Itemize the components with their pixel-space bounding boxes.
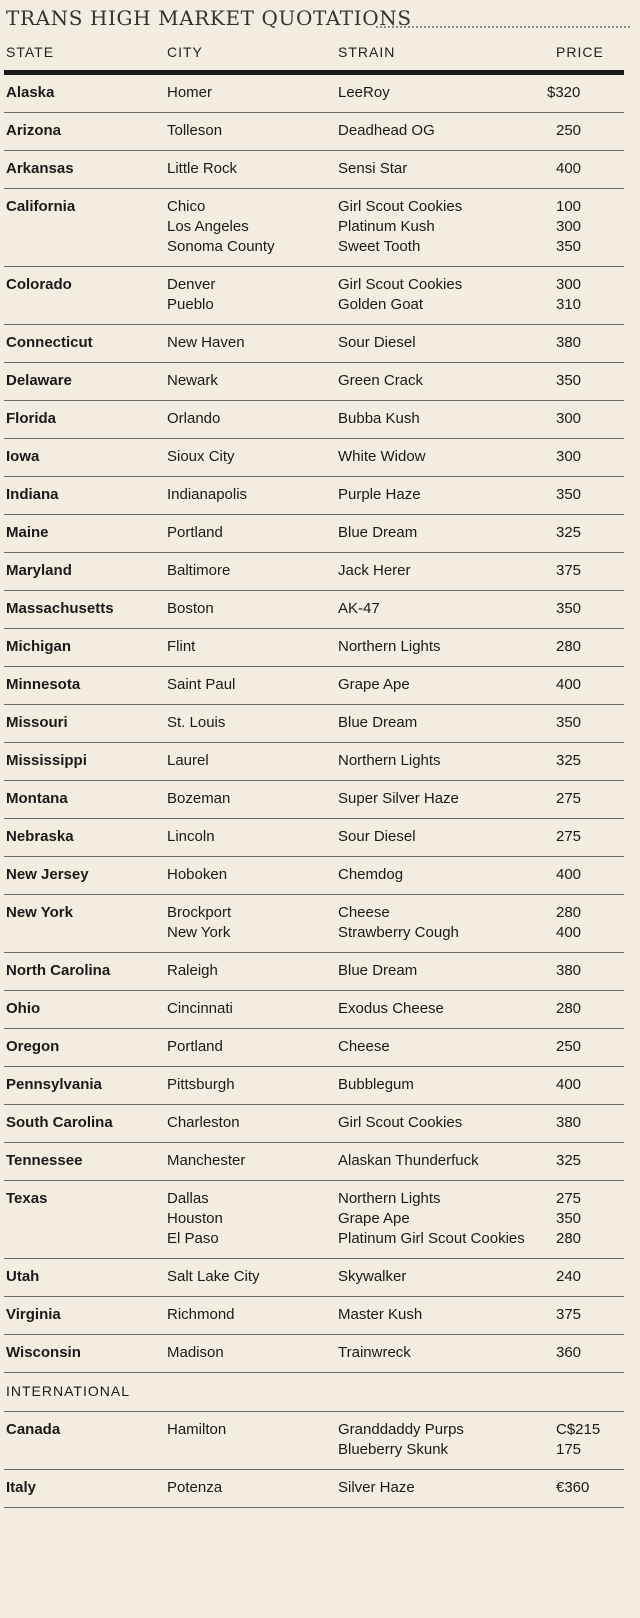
city-cell: Salt Lake City [167,1268,260,1285]
title-row [4,0,624,34]
state-cell: Utah [6,1268,40,1285]
city-cell: Houston [167,1210,223,1227]
city-cell: Boston [167,600,214,617]
price-cell: 100 [556,198,582,215]
us-rows [4,75,624,1373]
table-row [4,1412,624,1470]
header-strain: STRAIN [338,44,396,60]
price-cell: 280 [556,1230,582,1247]
price-cell: 350 [556,714,582,731]
strain-cell: Northern Lights [338,638,441,655]
row-line [4,866,624,886]
city-cell: Los Angeles [167,218,249,235]
city-cell: Pueblo [167,296,214,313]
city-cell: Potenza [167,1479,223,1496]
table-row [4,515,624,553]
state-cell: Canada [6,1421,61,1438]
price-cell: 250 [556,1038,582,1055]
city-cell: New Haven [167,334,245,351]
state-cell: Ohio [6,1000,41,1017]
table-row [4,75,624,113]
price-cell: 280 [556,638,582,655]
table-row [4,953,624,991]
state-cell: California [6,198,76,215]
strain-cell: Northern Lights [338,752,441,769]
price-cell: $320 [547,84,581,101]
international-section [4,1373,624,1412]
strain-cell: Granddaddy Purps [338,1421,464,1438]
price-cell: 350 [556,1210,582,1227]
strain-cell: Girl Scout Cookies [338,198,463,215]
city-cell: St. Louis [167,714,226,731]
city-cell: Chico [167,198,206,215]
strain-cell: Platinum Kush [338,218,435,235]
price-cell: 380 [556,962,582,979]
row-line [4,562,624,582]
table-header [4,34,624,66]
state-cell: Italy [6,1479,37,1496]
row-line [4,218,624,238]
international-label: INTERNATIONAL [6,1383,130,1399]
price-cell: 380 [556,1114,582,1131]
row-line [4,276,624,296]
table-row [4,857,624,895]
strain-cell: White Widow [338,448,426,465]
state-cell: Maryland [6,562,72,579]
strain-cell: Bubba Kush [338,410,420,427]
strain-cell: Cheese [338,904,390,921]
strain-cell: Cheese [338,1038,390,1055]
row-line [4,828,624,848]
strain-cell: Strawberry Cough [338,924,459,941]
strain-cell: Sour Diesel [338,828,416,845]
state-cell: Montana [6,790,68,807]
strain-cell: Alaskan Thunderfuck [338,1152,479,1169]
table-row [4,363,624,401]
state-cell: Delaware [6,372,72,389]
strain-cell: Chemdog [338,866,404,883]
state-cell: Arizona [6,122,62,139]
city-cell: Richmond [167,1306,235,1323]
table-row [4,1470,624,1508]
price-cell: 350 [556,372,582,389]
title-dotted-rule [376,26,630,28]
table-row [4,991,624,1029]
table-row [4,705,624,743]
city-cell: Flint [167,638,196,655]
state-cell: Florida [6,410,57,427]
city-cell: Little Rock [167,160,238,177]
state-cell: Nebraska [6,828,74,845]
state-cell: Colorado [6,276,72,293]
price-cell: 350 [556,600,582,617]
price-cell: 275 [556,1190,582,1207]
row-line [4,904,624,924]
state-cell: Iowa [6,448,40,465]
row-line [4,238,624,258]
table-row [4,1029,624,1067]
row-line [4,1114,624,1134]
state-cell: Oregon [6,1038,60,1055]
table-row [4,1067,624,1105]
strain-cell: Grape Ape [338,1210,410,1227]
quotations-table [4,0,624,1508]
table-row [4,113,624,151]
row-line [4,714,624,734]
row-line [4,448,624,468]
row-line [4,676,624,696]
state-cell: Mississippi [6,752,87,769]
table-row [4,267,624,325]
state-cell: Minnesota [6,676,81,693]
price-cell: 360 [556,1344,582,1361]
table-row [4,629,624,667]
city-cell: Homer [167,84,213,101]
city-cell: Charleston [167,1114,240,1131]
city-cell: Bozeman [167,790,231,807]
strain-cell: AK-47 [338,600,380,617]
table-row [4,439,624,477]
row-line [4,1076,624,1096]
row-line [4,372,624,392]
price-cell: 310 [556,296,582,313]
row-line [4,1421,624,1441]
state-cell: Connecticut [6,334,93,351]
city-cell: Hamilton [167,1421,227,1438]
state-cell: Alaska [6,84,55,101]
price-cell: 250 [556,122,582,139]
city-cell: Laurel [167,752,209,769]
city-cell: Orlando [167,410,221,427]
state-cell: Tennessee [6,1152,83,1169]
price-cell: 375 [556,562,582,579]
strain-cell: Blue Dream [338,962,418,979]
price-cell: 300 [556,276,582,293]
state-cell: Maine [6,524,49,541]
table-row [4,477,624,515]
table-row [4,189,624,267]
table-row [4,1181,624,1259]
row-line [4,1210,624,1230]
strain-cell: Northern Lights [338,1190,441,1207]
row-line [4,1000,624,1020]
table-row [4,591,624,629]
price-cell: 400 [556,676,582,693]
row-line [4,1344,624,1364]
table-row [4,895,624,953]
table-row [4,151,624,189]
row-line [4,638,624,658]
city-cell: Newark [167,372,218,389]
header-state: STATE [6,44,55,60]
strain-cell: Jack Herer [338,562,411,579]
state-cell: Michigan [6,638,72,655]
row-line [4,1230,624,1250]
price-cell: 300 [556,448,582,465]
strain-cell: Platinum Girl Scout Cookies [338,1230,525,1247]
price-cell: 400 [556,866,582,883]
price-cell: 400 [556,160,582,177]
strain-cell: Purple Haze [338,486,421,503]
table-row [4,325,624,363]
table-row [4,1297,624,1335]
price-cell: €360 [556,1479,590,1496]
row-line [4,160,624,180]
row-line [4,1479,624,1499]
row-line [4,524,624,544]
strain-cell: LeeRoy [338,84,390,101]
city-cell: New York [167,924,231,941]
price-cell: 300 [556,218,582,235]
row-line [4,790,624,810]
state-cell: Massachusetts [6,600,114,617]
row-line [4,1152,624,1172]
city-cell: Portland [167,1038,223,1055]
strain-cell: Deadhead OG [338,122,435,139]
row-line [4,84,624,104]
row-line [4,296,624,316]
strain-cell: Exodus Cheese [338,1000,444,1017]
table-row [4,1105,624,1143]
price-cell: 275 [556,828,582,845]
row-line [4,962,624,982]
table-row [4,1335,624,1373]
strain-cell: Grape Ape [338,676,410,693]
strain-cell: Bubblegum [338,1076,414,1093]
city-cell: Sonoma County [167,238,275,255]
strain-cell: Silver Haze [338,1479,415,1496]
price-cell: 175 [556,1441,582,1458]
state-cell: North Carolina [6,962,111,979]
price-cell: 240 [556,1268,582,1285]
price-cell: 325 [556,1152,582,1169]
state-cell: New York [6,904,73,921]
price-cell: 325 [556,524,582,541]
row-line [4,924,624,944]
city-cell: Portland [167,524,223,541]
city-cell: Cincinnati [167,1000,233,1017]
state-cell: Texas [6,1190,48,1207]
state-cell: Virginia [6,1306,61,1323]
state-cell: New Jersey [6,866,89,883]
strain-cell: Golden Goat [338,296,424,313]
row-line [4,334,624,354]
header-city: CITY [167,44,203,60]
table-row [4,1259,624,1297]
price-cell: 325 [556,752,582,769]
table-row [4,819,624,857]
state-cell: Missouri [6,714,68,731]
row-line [4,1441,624,1461]
table-row [4,553,624,591]
table-row [4,743,624,781]
city-cell: Baltimore [167,562,231,579]
strain-cell: Trainwreck [338,1344,411,1361]
row-line [4,486,624,506]
row-line [4,1190,624,1210]
state-cell: Indiana [6,486,59,503]
price-cell: 300 [556,410,582,427]
table-row [4,1143,624,1181]
price-cell: 380 [556,334,582,351]
strain-cell: Blue Dream [338,714,418,731]
city-cell: El Paso [167,1230,219,1247]
strain-cell: Super Silver Haze [338,790,459,807]
state-cell: South Carolina [6,1114,113,1131]
table-row [4,781,624,819]
strain-cell: Skywalker [338,1268,407,1285]
row-line [4,122,624,142]
strain-cell: Blueberry Skunk [338,1441,449,1458]
price-cell: 280 [556,1000,582,1017]
strain-cell: Master Kush [338,1306,423,1323]
strain-cell: Girl Scout Cookies [338,1114,463,1131]
price-cell: 350 [556,486,582,503]
city-cell: Brockport [167,904,232,921]
city-cell: Dallas [167,1190,209,1207]
price-cell: 400 [556,1076,582,1093]
row-line [4,1038,624,1058]
row-line [4,600,624,620]
row-line [4,410,624,430]
row-line [4,1306,624,1326]
state-cell: Pennsylvania [6,1076,102,1093]
city-cell: Raleigh [167,962,218,979]
price-cell: 375 [556,1306,582,1323]
price-cell: 400 [556,924,582,941]
strain-cell: Sour Diesel [338,334,416,351]
city-cell: Saint Paul [167,676,236,693]
strain-cell: Girl Scout Cookies [338,276,463,293]
international-rows [4,1412,624,1508]
city-cell: Manchester [167,1152,246,1169]
strain-cell: Green Crack [338,372,424,389]
city-cell: Sioux City [167,448,235,465]
city-cell: Tolleson [167,122,223,139]
row-line [4,1268,624,1288]
city-cell: Lincoln [167,828,215,845]
state-cell: Wisconsin [6,1344,81,1361]
city-cell: Denver [167,276,216,293]
page-title: TRANS HIGH MARKET QUOTATIONS [6,6,412,30]
city-cell: Hoboken [167,866,228,883]
strain-cell: Blue Dream [338,524,418,541]
state-cell: Arkansas [6,160,74,177]
header-price: PRICE [556,44,604,60]
city-cell: Indianapolis [167,486,248,503]
city-cell: Pittsburgh [167,1076,235,1093]
row-line [4,752,624,772]
strain-cell: Sensi Star [338,160,408,177]
price-cell: C$215 [556,1421,601,1438]
price-cell: 275 [556,790,582,807]
row-line [4,198,624,218]
price-cell: 350 [556,238,582,255]
city-cell: Madison [167,1344,224,1361]
price-cell: 280 [556,904,582,921]
table-row [4,667,624,705]
table-row [4,401,624,439]
strain-cell: Sweet Tooth [338,238,421,255]
